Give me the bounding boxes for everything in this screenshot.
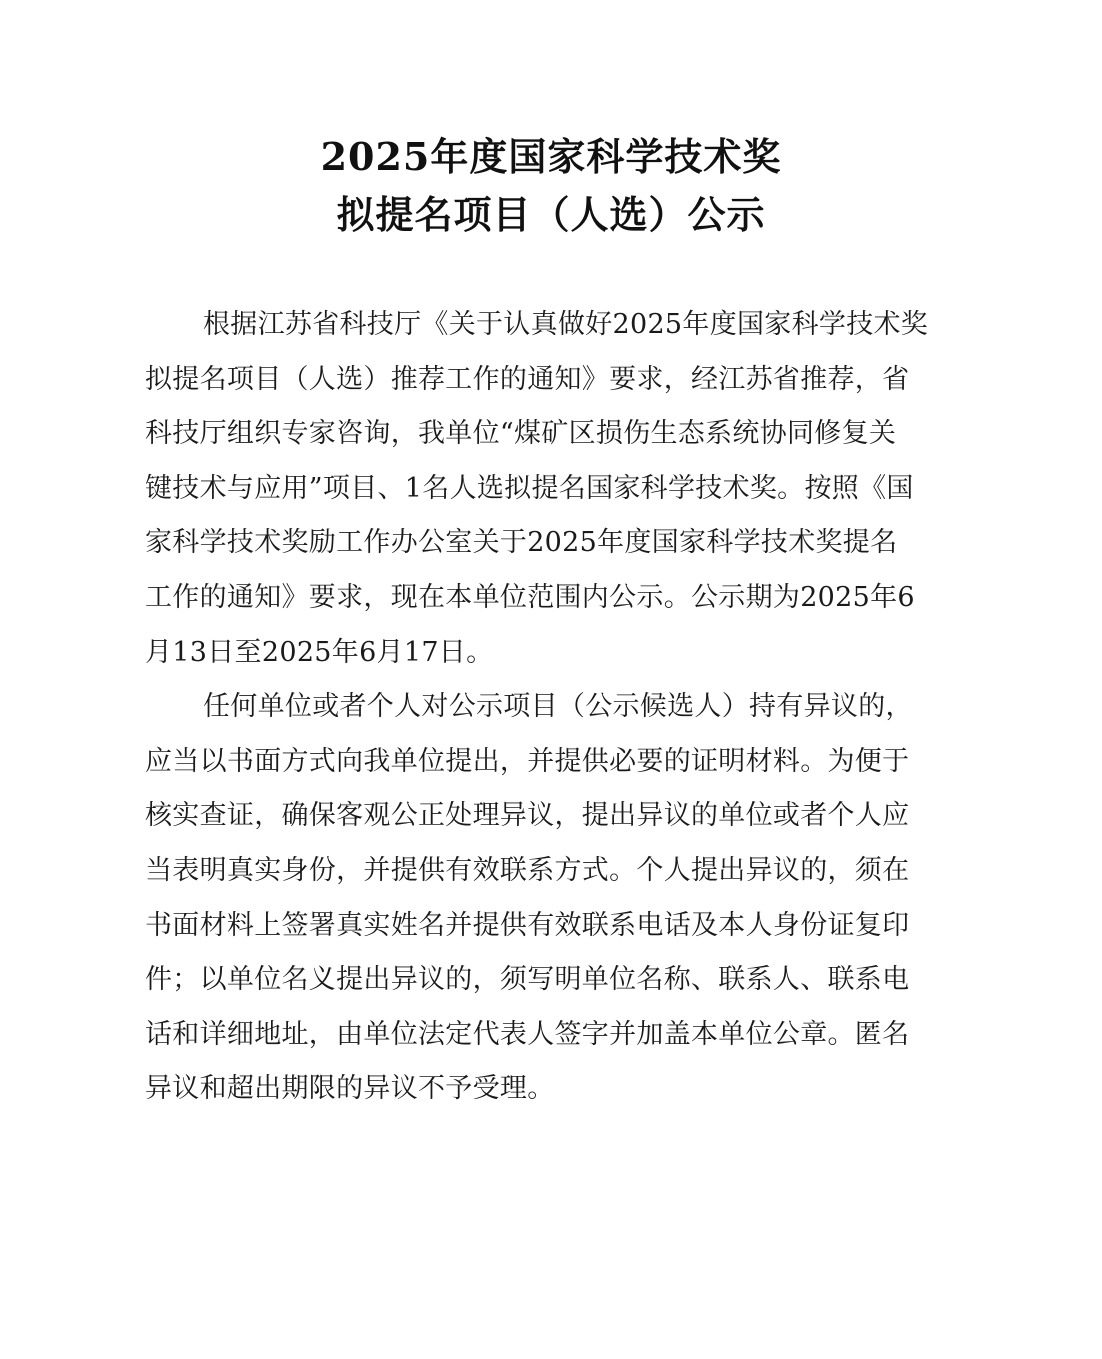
paragraph-line: 当表明真实身份，并提供有效联系方式。个人提出异议的，须在	[145, 854, 910, 886]
paragraph-line: 科技厅组织专家咨询，我单位“煤矿区损伤生态系统协同修复关	[145, 418, 897, 450]
paragraph-line: 任何单位或者个人对公示项目（公示候选人）持有异议的，	[203, 691, 913, 723]
paragraph-line: 核实查证，确保客观公正处理异议，提出异议的单位或者个人应	[145, 800, 910, 832]
paragraph-line: 话和详细地址，由单位法定代表人签字并加盖本单位公章。匿名	[145, 1018, 910, 1050]
document-title	[0, 128, 1102, 244]
document-body	[145, 298, 957, 1117]
paragraph-line: 拟提名项目（人选）推荐工作的通知》要求，经江苏省推荐，省	[145, 363, 910, 395]
paragraph-line: 件；以单位名义提出异议的，须写明单位名称、联系人、联系电	[145, 964, 910, 996]
paragraph-line: 家科学技术奖励工作办公室关于2025年度国家科学技术奖提名	[145, 527, 898, 559]
paragraph-1	[145, 298, 957, 680]
paragraph-line: 根据江苏省科技厅《关于认真做好2025年度国家科学技术奖	[203, 309, 929, 340]
paragraph-line: 异议和超出期限的异议不予受理。	[145, 1073, 555, 1105]
paragraph-line: 书面材料上签署真实姓名并提供有效联系电话及本人身份证复印	[145, 909, 910, 941]
paragraph-2	[145, 680, 957, 1117]
title-line-2: 拟提名项目（人选）公示	[336, 192, 766, 237]
paragraph-line: 月13日至2025年6月17日。	[145, 636, 494, 668]
paragraph-line: 应当以书面方式向我单位提出，并提供必要的证明材料。为便于	[145, 745, 910, 777]
paragraph-line: 键技术与应用”项目、1名人选拟提名国家科学技术奖。按照《国	[145, 472, 914, 504]
paragraph-line: 工作的通知》要求，现在本单位范围内公示。公示期为2025年6	[145, 581, 915, 613]
title-line-1: 2025年度国家科学技术奖	[320, 134, 782, 179]
